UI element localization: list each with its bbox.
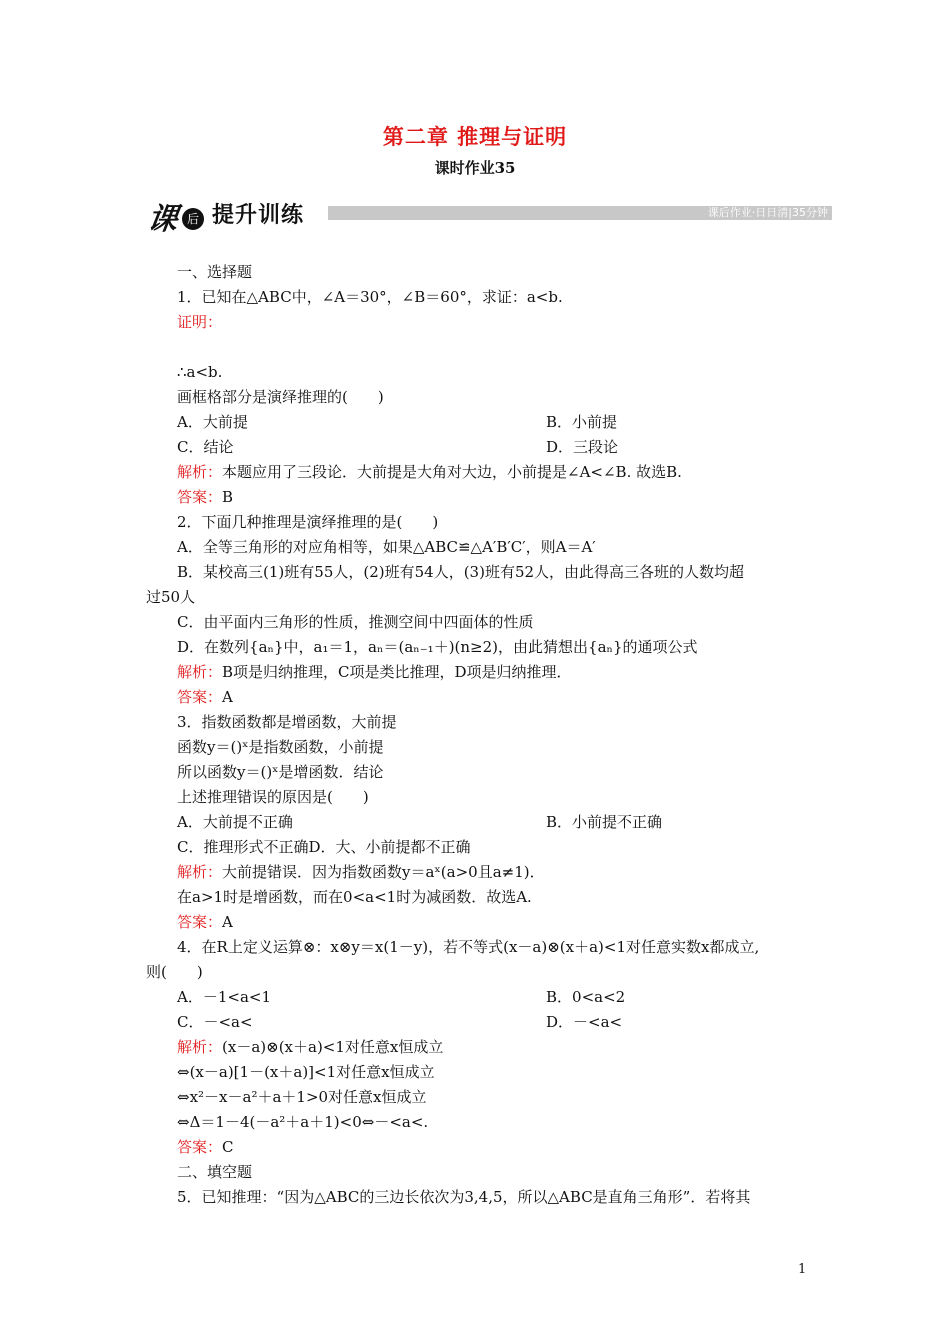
analysis-step: ⇔(x－a)[1－(x＋a)]<1对任意x恒成立 (177, 1063, 435, 1081)
analysis-text: 大前提错误．因为指数函数y＝aˣ(a>0且a≠1)． (222, 863, 545, 881)
banner-bar (328, 206, 832, 220)
option-a: A．大前提不正确 (177, 813, 293, 831)
option-row (146, 410, 845, 434)
option-a: A．大前提 (177, 413, 248, 431)
option-d: D．在数列{aₙ}中，a₁＝1，aₙ＝(aₙ₋₁＋)(n≥2)，由此猜想出{aₙ}的通项公式 (177, 638, 698, 656)
answer-value: A (222, 688, 233, 706)
proof-conclusion: ∴a<b. (177, 363, 223, 381)
option-d: D．三段论 (546, 438, 619, 456)
option-d: D．－<a< (546, 1013, 623, 1031)
chapter-title: 第二章 推理与证明 (382, 124, 568, 149)
option-row (146, 810, 845, 834)
analysis-label: 解析： (177, 863, 223, 881)
answer-label: 答案： (177, 688, 223, 706)
analysis-label: 解析： (177, 463, 223, 481)
question-3-prompt: 上述推理错误的原因是( ) (177, 788, 369, 806)
option-cd: C．推理形式不正确D．大、小前提都不正确 (177, 838, 471, 856)
answer-value: C (222, 1138, 234, 1156)
question-4: 4．在R上定义运算⊗：x⊗y＝x(1－y)，若不等式(x－a)⊗(x＋a)<1对任意实数x都成立, (177, 938, 760, 956)
analysis-text: B项是归纳推理，C项是类比推理，D项是归纳推理． (222, 663, 572, 681)
section-heading: 一、选择题 (177, 263, 253, 281)
option-b-continued: 过50人 (146, 588, 196, 606)
analysis-step: ⇔x²－x－a²＋a＋1>0对任意x恒成立 (177, 1088, 427, 1106)
answer-line (146, 485, 845, 509)
page-number: 1 (798, 1262, 807, 1277)
answer-line (146, 685, 845, 709)
question-1: 1．已知在△ABC中，∠A＝30°，∠B＝60°，求证：a<b. (177, 288, 563, 306)
analysis-label: 解析： (177, 1038, 223, 1056)
option-row (146, 1010, 845, 1034)
question-1-prompt: 画框格部分是演绎推理的( ) (177, 388, 384, 406)
question-3: 3．指数函数都是增函数，大前提 (177, 713, 397, 731)
question-2: 2．下面几种推理是演绎推理的是( ) (177, 513, 439, 531)
proof-label: 证明： (177, 313, 223, 331)
question-4-continued: 则( ) (146, 963, 203, 981)
answer-line (146, 1135, 845, 1159)
section-banner (140, 194, 832, 237)
analysis-line (146, 660, 845, 684)
answer-label: 答案： (177, 1138, 223, 1156)
banner-logo-circle: 后 (182, 208, 204, 230)
lesson-subtitle: 课时作业35 (434, 159, 516, 177)
option-b: B．小前提 (546, 413, 618, 431)
option-b: B．0<a<2 (546, 988, 626, 1006)
analysis-continued: 在a>1时是增函数，而在0<a<1时为减函数．故选A. (177, 888, 532, 906)
answer-line (146, 910, 845, 934)
option-a: A．－1<a<1 (177, 988, 271, 1006)
answer-value: A (222, 913, 233, 931)
answer-value: B (222, 488, 234, 506)
option-b: B．某校高三(1)班有55人，(2)班有54人，(3)班有52人，由此得高三各班的人数均超 (177, 563, 745, 581)
option-c: C．－<a< (177, 1013, 253, 1031)
option-b: B．小前提不正确 (546, 813, 663, 831)
analysis-line (146, 1035, 845, 1059)
analysis-line (146, 460, 845, 484)
analysis-text: (x－a)⊗(x＋a)<1对任意x恒成立 (222, 1038, 444, 1056)
question-5: 5．已知推理：“因为△ABC的三边长依次为3,4,5，所以△ABC是直角三角形”．若将其 (177, 1188, 751, 1206)
option-row (146, 985, 845, 1009)
banner-logo-char: 课 (145, 202, 180, 237)
answer-label: 答案： (177, 488, 223, 506)
option-c: C．结论 (177, 438, 234, 456)
analysis-label: 解析： (177, 663, 223, 681)
answer-label: 答案： (177, 913, 223, 931)
question-3-line: 函数y＝()ˣ是指数函数，小前提 (177, 738, 384, 756)
section-heading: 二、填空题 (177, 1163, 253, 1181)
option-c: C．由平面内三角形的性质，推测空间中四面体的性质 (177, 613, 534, 631)
option-a: A．全等三角形的对应角相等，如果△ABC≌△A′B′C′，则A＝A′ (177, 538, 596, 556)
banner-tag: 课后作业·日日清|35分钟 (707, 206, 828, 219)
question-3-line: 所以函数y＝()ˣ是增函数．结论 (177, 763, 384, 781)
analysis-line (146, 860, 845, 884)
analysis-step: ⇔Δ＝1－4(－a²＋a＋1)<0⇔－<a<. (177, 1113, 429, 1131)
option-row (146, 435, 845, 459)
analysis-text: 本题应用了三段论．大前提是大角对大边，小前提是∠A<∠B. 故选B. (222, 463, 682, 481)
banner-label: 提升训练 (212, 203, 305, 228)
